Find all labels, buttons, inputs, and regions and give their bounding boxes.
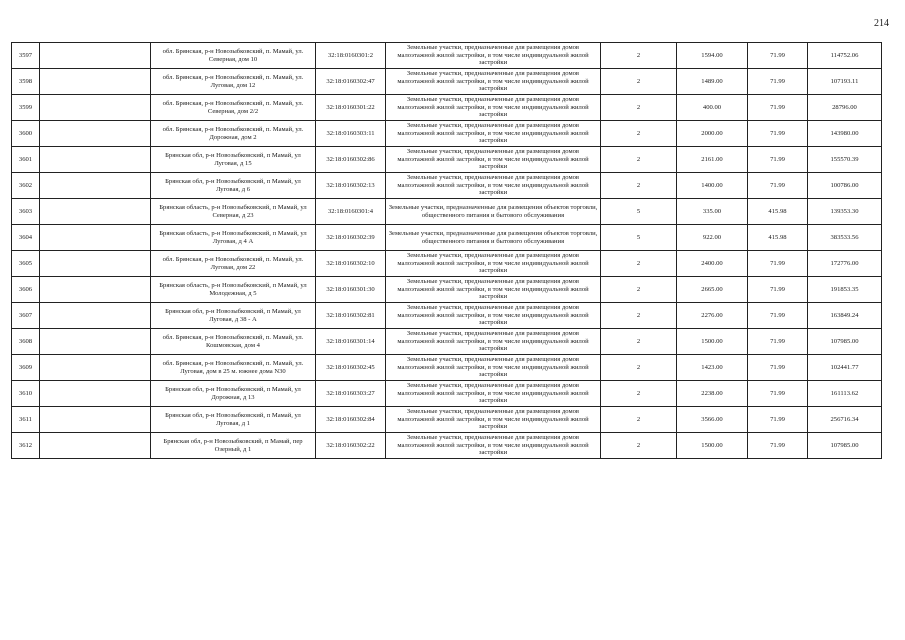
table-row bbox=[12, 329, 882, 355]
area-cell: 2665.00 bbox=[677, 277, 748, 303]
group-cell: 2 bbox=[601, 121, 677, 147]
cadastral-number-cell: 32:18:0160301:4 bbox=[316, 199, 386, 225]
rate-cell: 71.99 bbox=[748, 147, 808, 173]
land-use-cell: Земельные участки, предназначенные для размещения домов малоэтажной жилой застройки, в том числе индивидуальной жилой застройки bbox=[386, 433, 601, 459]
cadastral-number-cell: 32:18:0160302:45 bbox=[316, 355, 386, 381]
group-cell: 2 bbox=[601, 303, 677, 329]
row-number: 3604 bbox=[12, 225, 40, 251]
table-row bbox=[12, 43, 882, 69]
rate-cell: 71.99 bbox=[748, 277, 808, 303]
cadastral-value-cell: 172776.00 bbox=[808, 251, 882, 277]
cadastral-number-cell: 32:18:0160301:22 bbox=[316, 95, 386, 121]
cadastral-number-cell: 32:18:0160302:81 bbox=[316, 303, 386, 329]
cadastral-number-cell: 32:18:0160302:86 bbox=[316, 147, 386, 173]
group-cell: 2 bbox=[601, 433, 677, 459]
spacer-cell bbox=[40, 225, 151, 251]
row-number: 3607 bbox=[12, 303, 40, 329]
cadastral-value-cell: 256716.34 bbox=[808, 407, 882, 433]
land-use-cell: Земельные участки, предназначенные для размещения домов малоэтажной жилой застройки, в том числе индивидуальной жилой застройки bbox=[386, 329, 601, 355]
row-number: 3611 bbox=[12, 407, 40, 433]
address-cell: Брянская обл, р-н Новозыбковский, п Мамай, пер Озерный, д 1 bbox=[151, 433, 316, 459]
cadastral-value-cell: 107985.00 bbox=[808, 329, 882, 355]
cadastral-number-cell: 32:18:0160302:13 bbox=[316, 173, 386, 199]
land-use-cell: Земельные участки, предназначенные для размещения домов малоэтажной жилой застройки, в том числе индивидуальной жилой застройки bbox=[386, 277, 601, 303]
cadastral-number-cell: 32:18:0160301:14 bbox=[316, 329, 386, 355]
group-cell: 2 bbox=[601, 407, 677, 433]
rate-cell: 71.99 bbox=[748, 43, 808, 69]
land-use-cell: Земельные участки, предназначенные для размещения домов малоэтажной жилой застройки, в том числе индивидуальной жилой застройки bbox=[386, 69, 601, 95]
table-row bbox=[12, 251, 882, 277]
area-cell: 2238.00 bbox=[677, 381, 748, 407]
rate-cell: 71.99 bbox=[748, 121, 808, 147]
spacer-cell bbox=[40, 329, 151, 355]
spacer-cell bbox=[40, 355, 151, 381]
cadastral-value-cell: 191853.35 bbox=[808, 277, 882, 303]
row-number: 3598 bbox=[12, 69, 40, 95]
area-cell: 335.00 bbox=[677, 199, 748, 225]
address-cell: Брянская область, р-н Новозыбковский, п Мамай, ул Луговая, д 4 А bbox=[151, 225, 316, 251]
rate-cell: 71.99 bbox=[748, 251, 808, 277]
area-cell: 1400.00 bbox=[677, 173, 748, 199]
land-use-cell: Земельные участки, предназначенные для размещения домов малоэтажной жилой застройки, в том числе индивидуальной жилой застройки bbox=[386, 407, 601, 433]
table-row bbox=[12, 355, 882, 381]
table-row bbox=[12, 303, 882, 329]
land-use-cell: Земельные участки, предназначенные для размещения домов малоэтажной жилой застройки, в том числе индивидуальной жилой застройки bbox=[386, 147, 601, 173]
group-cell: 2 bbox=[601, 277, 677, 303]
address-cell: обл. Брянская, р-н Новозыбковский, п. Мамай, ул. Луговая, дом в 25 м. южнее дома N30 bbox=[151, 355, 316, 381]
cadastral-value-cell: 102441.77 bbox=[808, 355, 882, 381]
spacer-cell bbox=[40, 277, 151, 303]
address-cell: обл. Брянская, р-н Новозыбковский, п. Мамай, ул. Северная, дом 2/2 bbox=[151, 95, 316, 121]
table-row bbox=[12, 381, 882, 407]
spacer-cell bbox=[40, 251, 151, 277]
group-cell: 2 bbox=[601, 173, 677, 199]
cadastral-number-cell: 32:18:0160303:27 bbox=[316, 381, 386, 407]
area-cell: 1594.00 bbox=[677, 43, 748, 69]
row-number: 3608 bbox=[12, 329, 40, 355]
area-cell: 3566.00 bbox=[677, 407, 748, 433]
rate-cell: 71.99 bbox=[748, 303, 808, 329]
group-cell: 2 bbox=[601, 355, 677, 381]
cadastral-number-cell: 32:18:0160303:11 bbox=[316, 121, 386, 147]
cadastral-value-cell: 161113.62 bbox=[808, 381, 882, 407]
cadastral-value-cell: 100786.00 bbox=[808, 173, 882, 199]
cadastral-value-cell: 139353.30 bbox=[808, 199, 882, 225]
area-cell: 2000.00 bbox=[677, 121, 748, 147]
rate-cell: 71.99 bbox=[748, 95, 808, 121]
land-use-cell: Земельные участки, предназначенные для размещения домов малоэтажной жилой застройки, в том числе индивидуальной жилой застройки bbox=[386, 95, 601, 121]
spacer-cell bbox=[40, 199, 151, 225]
row-number: 3609 bbox=[12, 355, 40, 381]
group-cell: 2 bbox=[601, 381, 677, 407]
registry-table bbox=[11, 42, 882, 459]
address-cell: обл. Брянская, р-н Новозыбковский, п. Мамай, ул. Луговая, дом 12 bbox=[151, 69, 316, 95]
row-number: 3606 bbox=[12, 277, 40, 303]
cadastral-number-cell: 32:18:0160302:47 bbox=[316, 69, 386, 95]
table-row bbox=[12, 199, 882, 225]
group-cell: 5 bbox=[601, 225, 677, 251]
land-use-cell: Земельные участки, предназначенные для размещения домов малоэтажной жилой застройки, в том числе индивидуальной жилой застройки bbox=[386, 303, 601, 329]
rate-cell: 71.99 bbox=[748, 381, 808, 407]
address-cell: обл. Брянская, р-н Новозыбковский, п. Мамай, ул. Дорожная, дом 2 bbox=[151, 121, 316, 147]
area-cell: 922.00 bbox=[677, 225, 748, 251]
row-number: 3605 bbox=[12, 251, 40, 277]
area-cell: 2276.00 bbox=[677, 303, 748, 329]
address-cell: Брянская обл, р-н Новозыбковский, п Мамай, ул Луговая, д 15 bbox=[151, 147, 316, 173]
spacer-cell bbox=[40, 43, 151, 69]
rate-cell: 415.98 bbox=[748, 225, 808, 251]
cadastral-number-cell: 32:18:0160301:2 bbox=[316, 43, 386, 69]
land-use-cell: Земельные участки, предназначенные для размещения домов малоэтажной жилой застройки, в том числе индивидуальной жилой застройки bbox=[386, 355, 601, 381]
table-row bbox=[12, 225, 882, 251]
group-cell: 2 bbox=[601, 95, 677, 121]
rate-cell: 71.99 bbox=[748, 355, 808, 381]
address-cell: Брянская обл, р-н Новозыбковский, п Мамай, ул Луговая, д 1 bbox=[151, 407, 316, 433]
cadastral-value-cell: 163849.24 bbox=[808, 303, 882, 329]
land-use-cell: Земельные участки, предназначенные для размещения объектов торговли, общественного питания и бытового обслуживания bbox=[386, 225, 601, 251]
cadastral-value-cell: 155570.39 bbox=[808, 147, 882, 173]
address-cell: Брянская область, р-н Новозыбковский, п Мамай, ул Молодежная, д 5 bbox=[151, 277, 316, 303]
address-cell: обл. Брянская, р-н Новозыбковский, п. Мамай, ул. Луговая, дом 22 bbox=[151, 251, 316, 277]
rate-cell: 71.99 bbox=[748, 433, 808, 459]
row-number: 3601 bbox=[12, 147, 40, 173]
row-number: 3612 bbox=[12, 433, 40, 459]
cadastral-value-cell: 143980.00 bbox=[808, 121, 882, 147]
spacer-cell bbox=[40, 69, 151, 95]
table-row bbox=[12, 173, 882, 199]
area-cell: 1500.00 bbox=[677, 433, 748, 459]
area-cell: 2161.00 bbox=[677, 147, 748, 173]
address-cell: Брянская обл, р-н Новозыбковский, п Мамай, ул Дорожная, д 13 bbox=[151, 381, 316, 407]
group-cell: 2 bbox=[601, 69, 677, 95]
land-use-cell: Земельные участки, предназначенные для размещения объектов торговли, общественного питания и бытового обслуживания bbox=[386, 199, 601, 225]
land-use-cell: Земельные участки, предназначенные для размещения домов малоэтажной жилой застройки, в том числе индивидуальной жилой застройки bbox=[386, 173, 601, 199]
cadastral-value-cell: 107193.11 bbox=[808, 69, 882, 95]
rate-cell: 71.99 bbox=[748, 69, 808, 95]
area-cell: 1500.00 bbox=[677, 329, 748, 355]
cadastral-value-cell: 28796.00 bbox=[808, 95, 882, 121]
table-row bbox=[12, 277, 882, 303]
land-use-cell: Земельные участки, предназначенные для размещения домов малоэтажной жилой застройки, в том числе индивидуальной жилой застройки bbox=[386, 43, 601, 69]
spacer-cell bbox=[40, 381, 151, 407]
address-cell: обл. Брянская, р-н Новозыбковский, п. Мамай, ул. Северная, дом 10 bbox=[151, 43, 316, 69]
cadastral-number-cell: 32:18:0160302:84 bbox=[316, 407, 386, 433]
row-number: 3602 bbox=[12, 173, 40, 199]
cadastral-number-cell: 32:18:0160302:22 bbox=[316, 433, 386, 459]
address-cell: обл. Брянская, р-н Новозыбковский, п. Мамай, ул. Кошмовская, дом 4 bbox=[151, 329, 316, 355]
group-cell: 2 bbox=[601, 251, 677, 277]
spacer-cell bbox=[40, 433, 151, 459]
group-cell: 2 bbox=[601, 147, 677, 173]
spacer-cell bbox=[40, 147, 151, 173]
row-number: 3603 bbox=[12, 199, 40, 225]
rate-cell: 71.99 bbox=[748, 329, 808, 355]
group-cell: 5 bbox=[601, 199, 677, 225]
spacer-cell bbox=[40, 407, 151, 433]
land-use-cell: Земельные участки, предназначенные для размещения домов малоэтажной жилой застройки, в том числе индивидуальной жилой застройки bbox=[386, 251, 601, 277]
spacer-cell bbox=[40, 121, 151, 147]
table-row bbox=[12, 147, 882, 173]
area-cell: 2400.00 bbox=[677, 251, 748, 277]
cadastral-number-cell: 32:18:0160302:10 bbox=[316, 251, 386, 277]
table-row bbox=[12, 407, 882, 433]
land-use-cell: Земельные участки, предназначенные для размещения домов малоэтажной жилой застройки, в том числе индивидуальной жилой застройки bbox=[386, 121, 601, 147]
row-number: 3599 bbox=[12, 95, 40, 121]
rate-cell: 71.99 bbox=[748, 407, 808, 433]
address-cell: Брянская обл, р-н Новозыбковский, п Мамай, ул Луговая, д 6 bbox=[151, 173, 316, 199]
cadastral-value-cell: 107985.00 bbox=[808, 433, 882, 459]
row-number: 3597 bbox=[12, 43, 40, 69]
table-row bbox=[12, 121, 882, 147]
row-number: 3600 bbox=[12, 121, 40, 147]
area-cell: 400.00 bbox=[677, 95, 748, 121]
spacer-cell bbox=[40, 95, 151, 121]
table-row bbox=[12, 69, 882, 95]
page-number: 214 bbox=[874, 18, 889, 29]
rate-cell: 71.99 bbox=[748, 173, 808, 199]
spacer-cell bbox=[40, 303, 151, 329]
group-cell: 2 bbox=[601, 329, 677, 355]
land-use-cell: Земельные участки, предназначенные для размещения домов малоэтажной жилой застройки, в том числе индивидуальной жилой застройки bbox=[386, 381, 601, 407]
cadastral-value-cell: 383533.56 bbox=[808, 225, 882, 251]
table-row bbox=[12, 433, 882, 459]
row-number: 3610 bbox=[12, 381, 40, 407]
area-cell: 1423.00 bbox=[677, 355, 748, 381]
address-cell: Брянская обл, р-н Новозыбковский, п Мамай, ул Луговая, д 38 - А bbox=[151, 303, 316, 329]
area-cell: 1489.00 bbox=[677, 69, 748, 95]
table-row bbox=[12, 95, 882, 121]
cadastral-number-cell: 32:18:0160301:30 bbox=[316, 277, 386, 303]
rate-cell: 415.98 bbox=[748, 199, 808, 225]
spacer-cell bbox=[40, 173, 151, 199]
group-cell: 2 bbox=[601, 43, 677, 69]
cadastral-value-cell: 114752.06 bbox=[808, 43, 882, 69]
cadastral-number-cell: 32:18:0160302:39 bbox=[316, 225, 386, 251]
address-cell: Брянская область, р-н Новозыбковский, п Мамай, ул Северная, д 23 bbox=[151, 199, 316, 225]
